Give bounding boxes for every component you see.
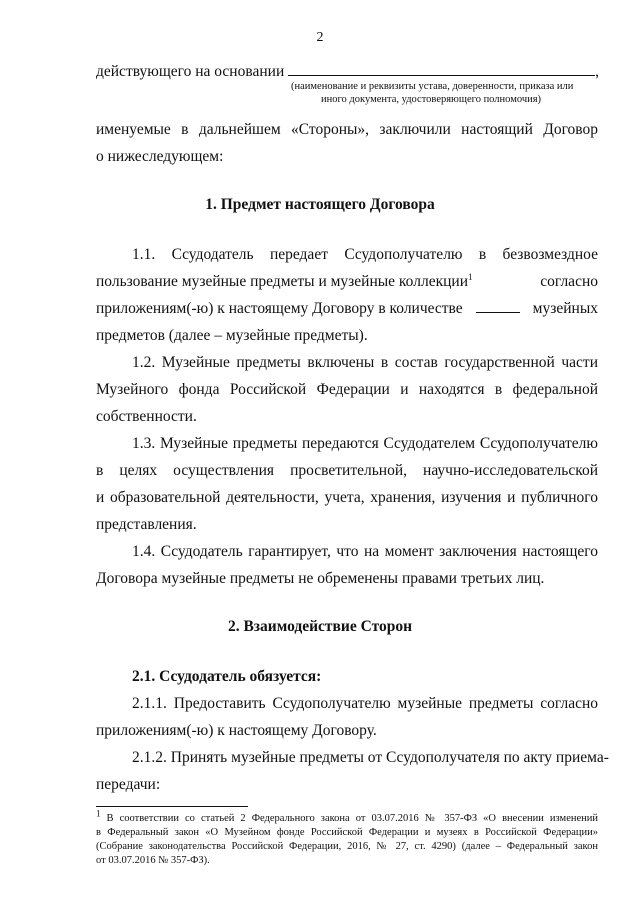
intro-line-1: именуемые в дальнейшем «Стороны», заключили настоящий Договор <box>96 121 598 138</box>
basis-label: действующего на основании <box>96 63 285 80</box>
basis-comma: , <box>595 63 599 80</box>
footnote-ref: 1 <box>468 271 473 282</box>
p1-3-line-4: представления. <box>96 516 197 533</box>
basis-note-2: иного документа, удостоверяющего полномочия) <box>321 94 542 105</box>
p2-1-1-line-1: 2.1.1. Предоставить Ссудополучателю музейные предметы согласно <box>132 695 598 712</box>
section-1-title: 1. Предмет настоящего Договора <box>205 196 435 213</box>
footnote-separator <box>96 806 248 807</box>
p1-4-line-2: Договора музейные предметы не обременены правами третьих лиц. <box>96 570 545 587</box>
basis-note-1: (наименование и реквизиты устава, доверенности, приказа или <box>291 81 574 92</box>
section-2-1-title: 2.1. Ссудодатель обязуется: <box>132 668 322 685</box>
footnote-line-2: в Федеральный закон «О Музейном фонде Российской Федерации и музеях в Российской Федерации» <box>96 827 598 838</box>
footnote-line-1: $^1$ В соответствии со статьей 2 Федерального закона от 03.07.2016 № 357-ФЗ «О внесении изменений <box>96 808 598 824</box>
footnote-line-4: от 03.07.2016 № 357-ФЗ). <box>96 855 210 866</box>
p1-1-line-4: предметов (далее – музейные предметы). <box>96 327 368 344</box>
page-number: 2 <box>316 30 324 45</box>
p1-1-line-2-end: согласно <box>540 273 598 290</box>
intro-line-2: о нижеследующем: <box>96 148 224 165</box>
p1-3-line-1: 1.3. Музейные предметы передаются Ссудодателем Ссудополучателю <box>132 435 598 452</box>
p1-2-line-2: Музейного фонда Российской Федерации и находятся в федеральной <box>96 381 598 398</box>
p1-1-line-1: 1.1. Ссудодатель передает Ссудополучателю в безвозмездное <box>132 246 598 263</box>
p2-1-1-line-2: приложениям(-ю) к настоящему Договору. <box>96 722 377 739</box>
p1-1-line-2 <box>96 273 598 291</box>
p1-1-line-3 <box>96 300 598 318</box>
quantity-blank <box>476 300 520 313</box>
footnote-line-3: (Собрание законодательства Российской Федерации, 2016, № 27, ст. 4290) (далее – Федеральный закон <box>96 841 598 852</box>
p1-4-line-1: 1.4. Ссудодатель гарантирует, что на момент заключения настоящего <box>132 543 598 560</box>
basis-line <box>96 63 599 81</box>
p2-1-2-line-1: 2.1.2. Принять музейные предметы от Ссудополучателя по акту приема- <box>132 749 609 766</box>
p2-1-2-line-2: передачи: <box>96 776 161 793</box>
p1-2-line-1: 1.2. Музейные предметы включены в состав государственной части <box>132 354 598 371</box>
p1-1-line-3-text: приложениям(-ю) к настоящему Договору в количестве <box>96 300 463 317</box>
section-2-title: 2. Взаимодействие Сторон <box>227 618 413 635</box>
p1-3-line-2: в целях осуществления просветительной, научно-исследовательской <box>96 462 598 479</box>
p1-3-line-3: и образовательной деятельности, учета, хранения, изучения и публичного <box>96 489 598 506</box>
p1-1-line-2-text: пользование музейные предметы и музейные коллекции <box>96 273 468 290</box>
basis-blank <box>288 63 595 76</box>
p1-2-line-3: собственности. <box>96 408 197 425</box>
footnote-mark: 1 <box>96 808 101 819</box>
p1-1-line-3-end: музейных <box>532 300 598 317</box>
